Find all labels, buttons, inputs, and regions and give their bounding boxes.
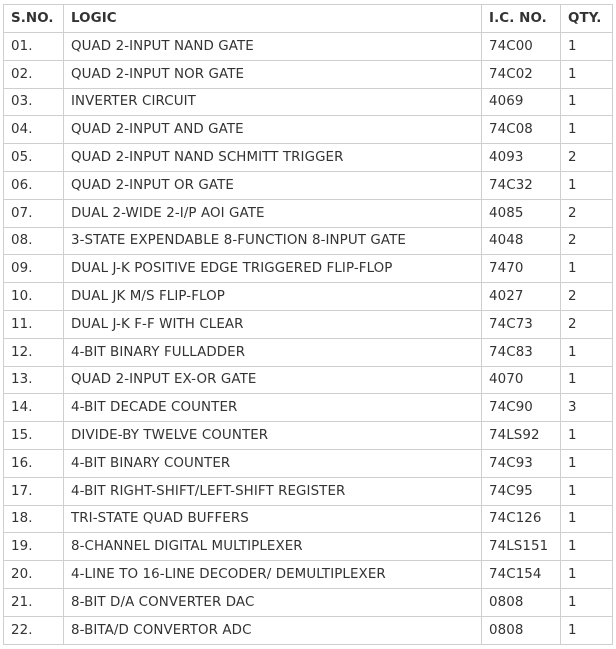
cell-serial-number: 10. (4, 283, 64, 311)
cell-ic-number: 74C126 (482, 505, 561, 533)
header-quantity: QTY. (561, 5, 613, 33)
cell-quantity: 1 (561, 533, 613, 561)
cell-logic: 4-BIT RIGHT-SHIFT/LEFT-SHIFT REGISTER (64, 477, 482, 505)
table-row (4, 616, 613, 644)
cell-ic-number: 74C95 (482, 477, 561, 505)
cell-logic: QUAD 2-INPUT EX-OR GATE (64, 366, 482, 394)
table-row (4, 561, 613, 589)
cell-serial-number: 18. (4, 505, 64, 533)
cell-logic: QUAD 2-INPUT OR GATE (64, 171, 482, 199)
table-row (4, 505, 613, 533)
cell-quantity: 1 (561, 88, 613, 116)
cell-serial-number: 07. (4, 199, 64, 227)
cell-quantity: 1 (561, 422, 613, 450)
cell-serial-number: 03. (4, 88, 64, 116)
table-body (4, 33, 613, 645)
cell-quantity: 1 (561, 588, 613, 616)
cell-quantity: 1 (561, 449, 613, 477)
cell-logic: DUAL J-K POSITIVE EDGE TRIGGERED FLIP-FLOP (64, 255, 482, 283)
cell-quantity: 1 (561, 60, 613, 88)
cell-serial-number: 21. (4, 588, 64, 616)
table-row (4, 449, 613, 477)
cell-serial-number: 01. (4, 33, 64, 61)
cell-serial-number: 09. (4, 255, 64, 283)
cell-logic: DUAL 2-WIDE 2-I/P AOI GATE (64, 199, 482, 227)
cell-ic-number: 4048 (482, 227, 561, 255)
cell-logic: 8-CHANNEL DIGITAL MULTIPLEXER (64, 533, 482, 561)
cell-serial-number: 22. (4, 616, 64, 644)
cell-quantity: 2 (561, 199, 613, 227)
cell-ic-number: 4085 (482, 199, 561, 227)
cell-serial-number: 16. (4, 449, 64, 477)
cell-ic-number: 74C00 (482, 33, 561, 61)
cell-logic: 4-BIT BINARY COUNTER (64, 449, 482, 477)
cell-quantity: 1 (561, 505, 613, 533)
table-row (4, 422, 613, 450)
cell-ic-number: 4069 (482, 88, 561, 116)
table-row (4, 60, 613, 88)
cell-ic-number: 4093 (482, 144, 561, 172)
cell-serial-number: 13. (4, 366, 64, 394)
cell-serial-number: 17. (4, 477, 64, 505)
cell-logic: DIVIDE-BY TWELVE COUNTER (64, 422, 482, 450)
cell-ic-number: 74C08 (482, 116, 561, 144)
cell-ic-number: 74C73 (482, 310, 561, 338)
components-table (3, 4, 613, 645)
table-row (4, 477, 613, 505)
cell-ic-number: 74C154 (482, 561, 561, 589)
table-row (4, 533, 613, 561)
cell-serial-number: 05. (4, 144, 64, 172)
header-ic-number: I.C. NO. (482, 5, 561, 33)
cell-ic-number: 74C93 (482, 449, 561, 477)
table-header (4, 5, 613, 33)
cell-logic: QUAD 2-INPUT NAND GATE (64, 33, 482, 61)
cell-quantity: 1 (561, 477, 613, 505)
table-row (4, 310, 613, 338)
table-row (4, 338, 613, 366)
cell-quantity: 1 (561, 255, 613, 283)
cell-logic: 8-BIT D/A CONVERTER DAC (64, 588, 482, 616)
cell-logic: 4-LINE TO 16-LINE DECODER/ DEMULTIPLEXER (64, 561, 482, 589)
cell-serial-number: 02. (4, 60, 64, 88)
cell-ic-number: 4027 (482, 283, 561, 311)
cell-logic: 4-BIT BINARY FULLADDER (64, 338, 482, 366)
cell-serial-number: 15. (4, 422, 64, 450)
cell-quantity: 2 (561, 227, 613, 255)
cell-logic: QUAD 2-INPUT NAND SCHMITT TRIGGER (64, 144, 482, 172)
table-row (4, 227, 613, 255)
cell-logic: DUAL JK M/S FLIP-FLOP (64, 283, 482, 311)
table-row (4, 255, 613, 283)
cell-ic-number: 74LS151 (482, 533, 561, 561)
cell-logic: QUAD 2-INPUT AND GATE (64, 116, 482, 144)
table-row (4, 171, 613, 199)
cell-quantity: 1 (561, 171, 613, 199)
cell-logic: INVERTER CIRCUIT (64, 88, 482, 116)
table-row (4, 199, 613, 227)
table-row (4, 283, 613, 311)
cell-quantity: 2 (561, 144, 613, 172)
cell-logic: DUAL J-K F-F WITH CLEAR (64, 310, 482, 338)
cell-logic: 3-STATE EXPENDABLE 8-FUNCTION 8-INPUT GATE (64, 227, 482, 255)
cell-ic-number: 74C90 (482, 394, 561, 422)
table-row (4, 394, 613, 422)
cell-logic: 4-BIT DECADE COUNTER (64, 394, 482, 422)
cell-quantity: 1 (561, 116, 613, 144)
cell-ic-number: 0808 (482, 616, 561, 644)
header-logic: LOGIC (64, 5, 482, 33)
cell-serial-number: 11. (4, 310, 64, 338)
cell-ic-number: 4070 (482, 366, 561, 394)
cell-ic-number: 74LS92 (482, 422, 561, 450)
header-row (4, 5, 613, 33)
cell-ic-number: 0808 (482, 588, 561, 616)
cell-serial-number: 20. (4, 561, 64, 589)
cell-logic: TRI-STATE QUAD BUFFERS (64, 505, 482, 533)
cell-quantity: 2 (561, 283, 613, 311)
cell-logic: QUAD 2-INPUT NOR GATE (64, 60, 482, 88)
cell-ic-number: 74C02 (482, 60, 561, 88)
cell-quantity: 1 (561, 366, 613, 394)
cell-serial-number: 19. (4, 533, 64, 561)
cell-logic: 8-BITA/D CONVERTOR ADC (64, 616, 482, 644)
cell-serial-number: 12. (4, 338, 64, 366)
cell-ic-number: 7470 (482, 255, 561, 283)
cell-serial-number: 06. (4, 171, 64, 199)
table-row (4, 366, 613, 394)
table-row (4, 144, 613, 172)
cell-quantity: 2 (561, 310, 613, 338)
cell-serial-number: 08. (4, 227, 64, 255)
table-row (4, 116, 613, 144)
cell-quantity: 1 (561, 338, 613, 366)
cell-serial-number: 14. (4, 394, 64, 422)
cell-quantity: 1 (561, 616, 613, 644)
cell-quantity: 1 (561, 561, 613, 589)
table-row (4, 588, 613, 616)
table-row (4, 33, 613, 61)
table-row (4, 88, 613, 116)
cell-quantity: 1 (561, 33, 613, 61)
cell-quantity: 3 (561, 394, 613, 422)
cell-ic-number: 74C32 (482, 171, 561, 199)
cell-ic-number: 74C83 (482, 338, 561, 366)
cell-serial-number: 04. (4, 116, 64, 144)
header-serial-number: S.NO. (4, 5, 64, 33)
